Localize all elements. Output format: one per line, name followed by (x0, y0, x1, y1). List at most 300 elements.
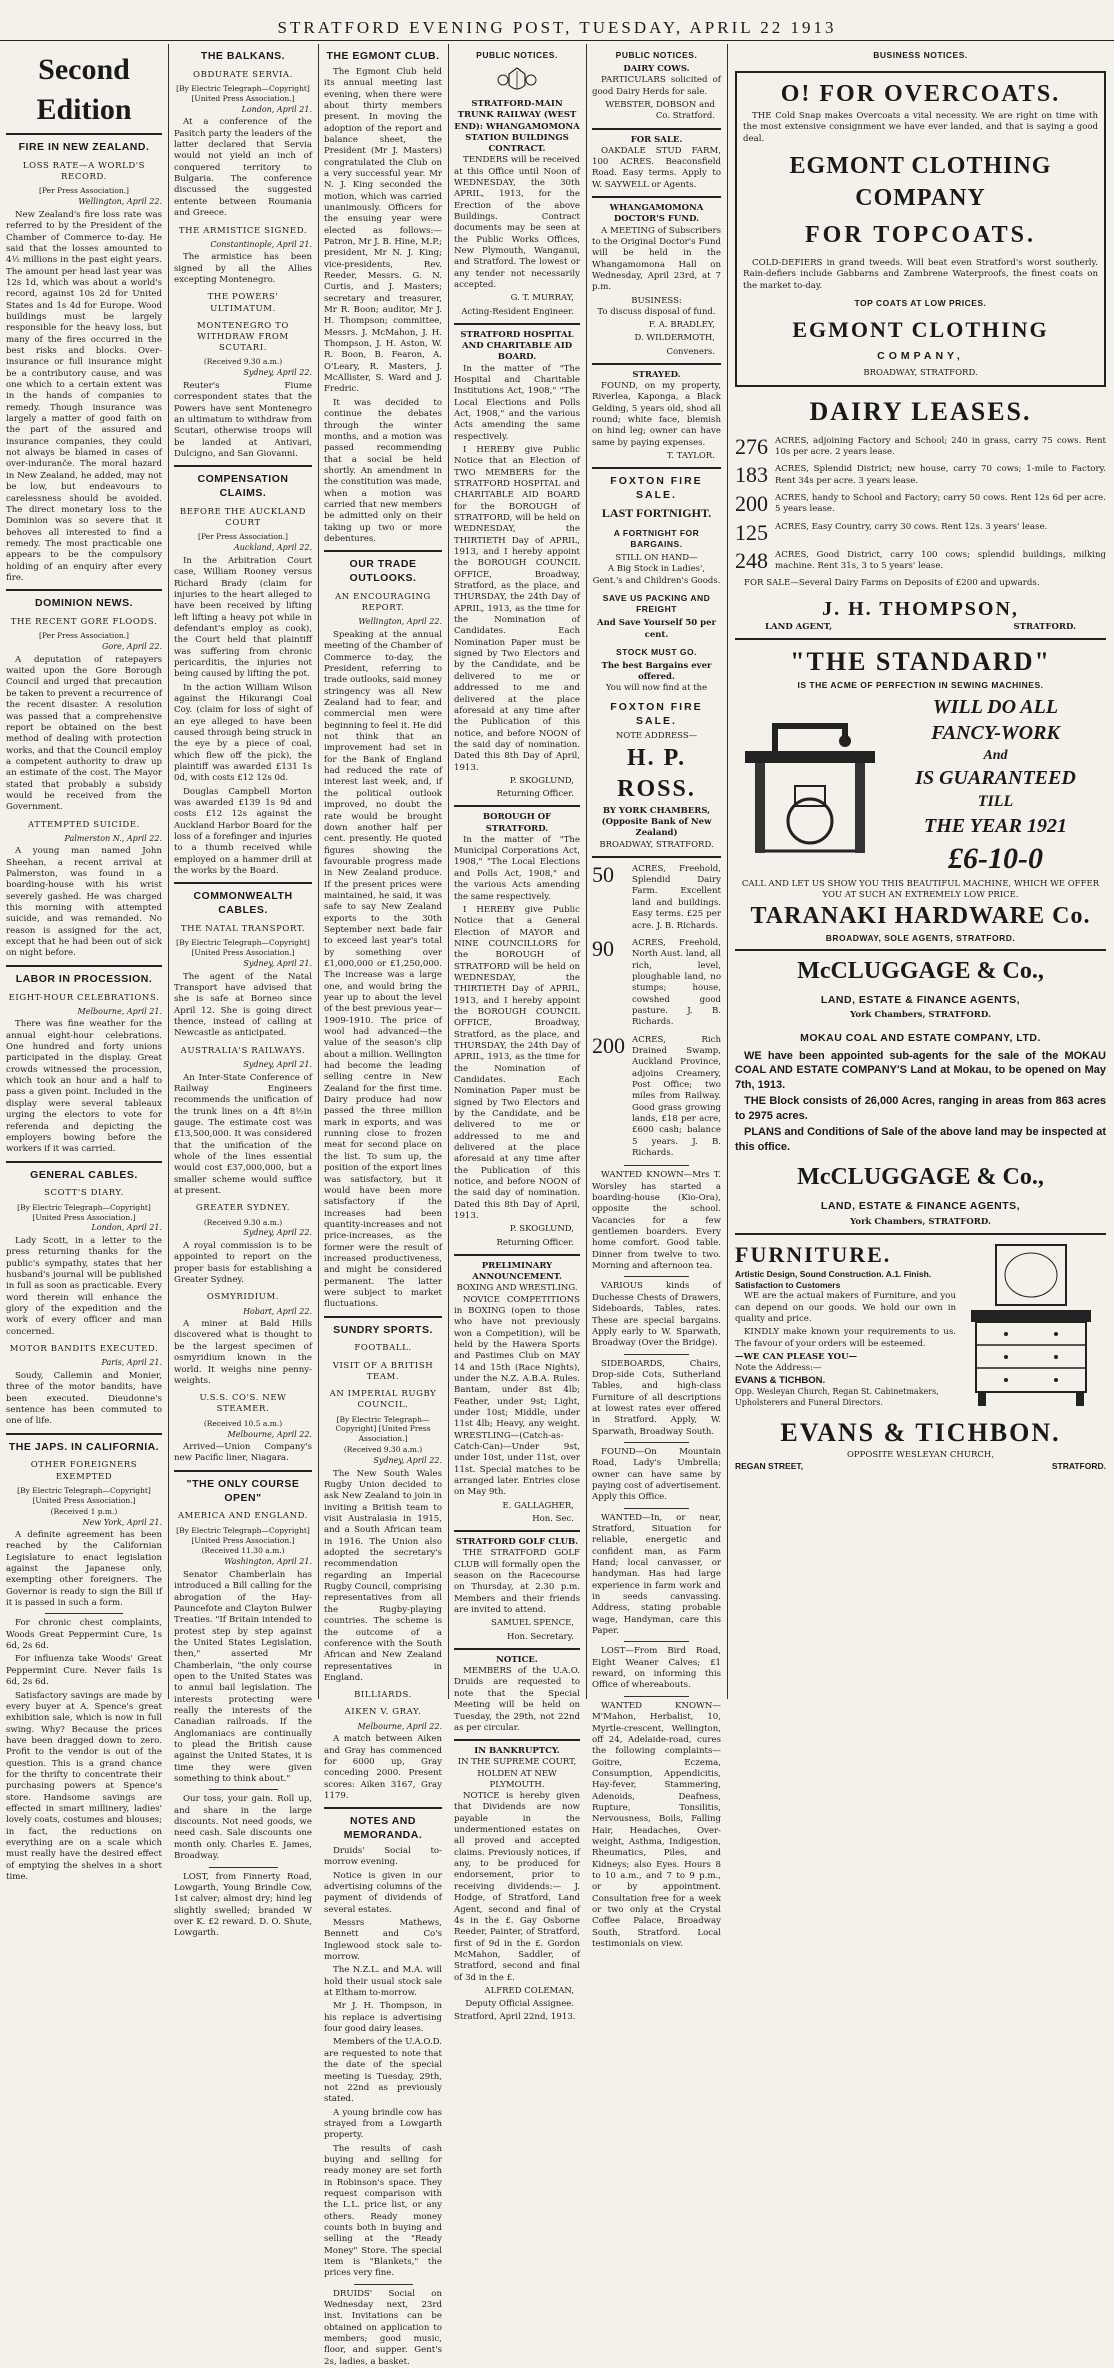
subheading: FOOTBALL. (354, 1343, 412, 1354)
ad-line: Opp. Wesleyan Church, Regan St. Cabinetmakers, Upholsterers and Funeral Directors. (735, 1387, 939, 1407)
subheading: THE POWERS' ULTIMATUM. (207, 292, 279, 314)
headline: FIRE IN NEW ZEALAND. (18, 141, 150, 154)
paragraph: DRUIDS' Social on Wednesday next, 23rd inst. Invitations can be obtained on application to members; good music, floor, and supper. Gent's 2s, ladies, a basket. (324, 2288, 442, 2367)
notice-title: DAIRY COWS. (623, 64, 690, 75)
ad-line: LAND AGENT, (765, 622, 833, 633)
dateline: Paris, April 21. (101, 1358, 162, 1368)
divider (454, 1530, 580, 1532)
sewing-machine-ad (735, 694, 1106, 879)
source-line: [By Electric Telegraph—Copyright] [United Press Association.] (17, 1202, 151, 1222)
ad-line: A Big Stock in Ladies', Gent.'s and Children's Goods. (592, 564, 721, 586)
divider (324, 1316, 442, 1318)
subheading: MONTENEGRO TO WITHDRAW FROM SCUTARI. (197, 320, 289, 354)
subheading: EIGHT-HOUR CELEBRATIONS. (8, 992, 160, 1003)
acre-number: 50 (592, 861, 614, 887)
paragraph: THE Block consists of 26,000 Acres, ranging in areas from 863 acres to 2975 acres. (735, 1095, 1106, 1122)
received-line: (Received 1 p.m.) (50, 1506, 118, 1516)
lease-listing (735, 433, 1106, 459)
ad-line: REGAN STREET, (735, 1461, 804, 1472)
edition-banner: Second Edition (6, 50, 162, 135)
coat-of-arms-icon (495, 65, 539, 95)
paragraph: FOR SALE—Several Dairy Farms on Deposits of £200 and upwards. (744, 578, 1040, 589)
acre-number: 276 (735, 433, 768, 459)
paragraph: Mr J. H. Thompson, in his replace is advertising four good dairy leases. (324, 2001, 442, 2035)
ad-line: The best Bargains ever offered. (601, 660, 712, 683)
notice-subtitle: BOXING AND WRESTLING. (456, 1283, 578, 1294)
section-header: BUSINESS NOTICES. (873, 50, 968, 60)
paragraph: FOUND, on my property, Riverlea, Kaponga, a Black Gelding, 5 years old, shod all round; white face, blemish on hind leg; owner can have same by paying expenses. (592, 380, 721, 448)
ad-line: WILL DO ALL (932, 695, 1059, 718)
signature: P. SKOGLUND, (509, 775, 574, 786)
received-line: (Received 11.30 a.m.) (201, 1546, 285, 1556)
listing-text: ACRES, Easy Country, carry 30 cows. Rent 12s. 3 years' lease. (775, 521, 1048, 532)
lease-list (735, 433, 1106, 573)
subheading: AN ENCOURAGING REPORT. (335, 592, 431, 614)
paragraph: WANTED—In, or near, Stratford, Situation for reliable, energetic and confident man, as Farm Hand; local canvasser, or handyman. Has had large experience in farm work and in seeds canvassing. Address, stating probable wage, Handyman, care this Paper. (592, 1512, 721, 1637)
subheading: AN IMPERIAL RUGBY COUNCIL. (329, 1389, 437, 1411)
paragraph: A definite agreement has been reached by the Californian Legislature to enact legislation against the Japanese only, exempting other foreigners. The Governor is ready to sign the Bill if it is passed in such a form. (6, 1530, 162, 1609)
paragraph: VARIOUS kinds of Duchesse Chests of Drawers, Sideboards, Tables, rates. These are special bargains. Apply early to W. Sparwath, Broadway (Over the Bridge). (592, 1281, 721, 1349)
paragraph: PLANS and Conditions of Sale of the above land may be inspected at this office. (735, 1126, 1106, 1153)
paragraph: PARTICULARS solicited of good Dairy Herds for sale. (592, 75, 721, 97)
paragraph: MEMBERS of the U.A.O. Druids are requested to note that the Special Meeting will be held on Tuesday, the 29th, not 22nd as per circular. (454, 1666, 580, 1733)
dateline: Washington, April 21. (224, 1557, 312, 1567)
signature: Acting-Resident Engineer. (461, 306, 574, 317)
divider (624, 1641, 689, 1642)
source-line: [By Electric Telegraph—Copyright] [United Press Association.] (17, 1485, 151, 1505)
paragraph: Arrived—Union Company's new Pacific liner, Niagara. (174, 1442, 312, 1464)
dateline: London, April 21. (241, 104, 312, 114)
paragraph: LOST, from Finnerty Road, Lowgarth, Young Brindle Cow, 1st calver; almost dry; hind leg slightly swelled; branded W over K. £2 reward. D. O. Shute, Lowgarth. (174, 1871, 312, 1939)
divider (454, 323, 580, 325)
paragraph: The armistice has been signed by all the Allies excepting Montenegro. (174, 252, 312, 285)
ad-line: STOCK MUST GO. (616, 646, 697, 657)
paragraph: THE Cold Snap makes Overcoats a vital necessity. We are right on time with the most extensive consignment we have ever landed, and that is saying a good deal. (743, 110, 1098, 144)
divider (624, 1276, 689, 1277)
lease-listing (735, 464, 1106, 487)
divider (174, 1470, 312, 1472)
acre-number: 200 (592, 1032, 625, 1058)
dateline: Constantinople, April 21. (210, 239, 312, 249)
paragraph: TENDERS will be received at this Office until Noon of WEDNESDAY, the 30th APRIL, 1913, for the Erection of the above Buildings. Contract documents may be seen at the Public Works Offices, New Plymouth, Wanganui, and Stratford. The lowest or any tender not necessarily accepted. (454, 155, 580, 291)
divider (624, 1508, 689, 1509)
lease-listing (735, 519, 1106, 545)
notice-subtitle: BUSINESS: (631, 295, 682, 306)
acre-number: 248 (735, 547, 768, 573)
signature: SAMUEL SPENCE, (491, 1618, 574, 1629)
paragraph: WANTED KNOWN—M'Mahon, Herbalist, 10, Myrtle-crescent, Wellington, off 24, Adelaide-road, cures the following complaints—Goitre, Eczema, Consumption, Appendicitis, Hay-fever, Stammering, Adenoids, Deafness, Rupture, Tonsilitis, Nervousness, Boils, Falling Hair, Headaches, Over-weight, Asthma, Indigestion, Rheumatics, Piles, and Kidneys; also Eyes. Hours 8 to 10 a.m., and 7 to 9 p.m., or by appointment. Consultation free for a week or two only at the Crystal Coffee Palace, Broadway South, Stratford. Local testimonials on view. (592, 1700, 721, 1950)
paragraph: Douglas Campbell Morton was awarded £139 1s 9d and costs £12 12s against the Auckland Harbor Board for the loss of a forefinger and injuries to a thumb received while employed on a hammer drill at the works by the Board. (174, 786, 312, 877)
divider (735, 1233, 1106, 1235)
ad-line: And Save Yourself 50 per cent. (597, 618, 716, 640)
ad-line: A FORTNIGHT FOR BARGAINS. (613, 527, 700, 550)
divider (624, 1165, 689, 1166)
ad-line: SAVE US PACKING AND FREIGHT (602, 592, 711, 615)
paragraph: KINDLY make known your requirements to us. The favour of your orders will be esteemed. (735, 1327, 956, 1349)
section-header: PUBLIC NOTICES. (615, 50, 698, 60)
paragraph: A match between Aiken and Gray has commenced for 6000 up, Gray conceding 2000. Present scores: Aiken 3167, Gray 1179. (324, 1734, 442, 1801)
paragraph: A young brindle cow has strayed from a Lowgarth property. (324, 2107, 442, 2141)
notice-title: PRELIMINARY ANNOUNCEMENT. (472, 1260, 562, 1283)
signature: Returning Officer. (496, 1237, 574, 1248)
paragraph: The results of cash buying and selling for ready money are set forth in Robinson's space. They request comparison with the L.L. price list, or any others. Ready money counts both in buying and selling at the "Ready Money" Store. The special item is "Blankets," the prices very fine. (324, 2143, 442, 2279)
headline: COMPENSATION CLAIMS. (197, 473, 289, 500)
divider (624, 1354, 689, 1355)
ad-headline: FOR TOPCOATS. (804, 222, 1037, 249)
headline: GENERAL CABLES. (30, 1168, 138, 1181)
subheading: VISIT OF A BRITISH TEAM. (332, 1360, 434, 1382)
received-line: (Received 9.30 a.m.) (203, 357, 283, 367)
paragraph: The N.Z.L. and M.A. will hold their usual stock sale at Eltham to-morrow. (324, 1965, 442, 1999)
subheading: THE RECENT GORE FLOODS. (10, 617, 158, 628)
ad-line: NOTE ADDRESS— (615, 731, 698, 742)
subheading: THE ARMISTICE SIGNED. (178, 225, 308, 236)
acre-number: 183 (735, 462, 768, 488)
notice-title: STRATFORD HOSPITAL AND CHARITABLE AID BOARD. (460, 329, 574, 363)
subheading: OTHER FOREIGNERS EXEMPTED (30, 1460, 138, 1482)
listing-text: ACRES, handy to School and Factory; carry 50 cows. Rent 12s 6d per acre. 5 years lease. (775, 492, 1106, 515)
divider (454, 805, 580, 807)
ad-address: BROADWAY, STRATFORD. (863, 368, 978, 379)
ad-address (735, 1461, 1106, 1472)
received-line: (Received 9.30 a.m.) (343, 1445, 423, 1455)
ad-line: You will now find at the (605, 683, 708, 694)
dateline: Sydney, April 22. (373, 1456, 442, 1466)
notice-title: BOROUGH OF STRATFORD. (482, 812, 552, 834)
divider (735, 949, 1106, 951)
dateline: Melbourne, April 21. (77, 1006, 162, 1016)
paragraph: Speaking at the annual meeting of the Chamber of Commerce to-day, the President, referring to trade outlooks, said money stringency was all New Zealand had to fear, and commercial men were beginning to feel it. He did not think that an improvement had set in for the Bank of England had reduced the rate of interest last week, and, if the political outlook improved, no doubt the rate would be brought down another half per cent. presently. He quoted figures showing the favourable progress made in New Zealand produce. If the present prices were maintained, he said, it was safe to say New Zealand exports to the 30th September next bade fair to exceed last year's total by something over £1,000,000 or £1,250,000. The increase was a large one, and would bring the year up to about the level of the best previous year—1909-1910. The price of wool had advanced—the value of the season's clip about a million. Wellington had become the leading selling centre in New Zealand for the first time. Dairy produce had now passed the three million mark in exports, and was running close to frozen meat for second place on the list. To sum up, the position of the export lines was satisfactory, but it would have been more satisfactory if the increases had been quantity-increases and not price-increases, as the former were the result of increased productiveness, and might be considered permanent. The latter were subject to market fluctuations. (324, 630, 442, 1310)
divider (624, 1442, 689, 1443)
paragraph: It was decided to continue the debates through the winter months, and a motion was passed recommending that a social be held shortly. An amendment in the constitution was made, when a motion was carried that new members be admitted only on their taking up two or more debentures. (324, 397, 442, 544)
listing-text: ACRES, Freehold, North Aust. land, all rich, level, ploughable land, no stumps; house, cowshed good pasture. J. B. Richards. (632, 937, 721, 1028)
listing-text: ACRES, Freehold, Splendid Dairy Farm. Excellent land and buildings. Easy terms. £25 per acre. J. B. Richards. (632, 863, 721, 931)
ad-company: EVANS & TICHBON. (780, 1417, 1061, 1447)
paragraph: In the matter of "The Hospital and Charitable Institutions Act, 1908," "The Local Elections and Polls Act, 1908," and the various Acts amending the same respectively. (454, 363, 580, 442)
ad-line: THE YEAR 1921 (924, 814, 1067, 837)
column-3 (318, 44, 448, 2367)
ad-line: Note the Address:— (735, 1363, 822, 1374)
paragraph: Senator Chamberlain has introduced a Bill calling for the abrogation of the Hay-Pauncefote and Clayton Bulwer Treaties. "If Britain intended to protest step by step against the United States Legislation, then," asserted Mr Chamberlain, "the only course open to the United States was to annul bail legislation. The interests protecting were really the interests of the Canadian railroads. If the Anglomaniacs are continually to plead the British cause against the United States, it is time they were given something to think about." (174, 1569, 312, 1785)
divider (592, 467, 721, 469)
dateline: Gore, April 22. (102, 642, 162, 652)
acre-number: 125 (735, 519, 768, 545)
acre-number: 90 (592, 935, 614, 961)
signature: F. A. BRADLEY, (648, 320, 715, 331)
section-header: PUBLIC NOTICES. (476, 50, 558, 60)
headline: DOMINION NEWS. (35, 597, 133, 610)
furniture-ad (735, 1240, 1106, 1410)
paragraph: There was fine weather for the annual eight-hour celebrations. One hundred and forty unions participated in the display. Great crowds witnessed the procession, which took an hour and a half to pass a given point. Included in the display were several tableaux urging the electors to vote for referenda and depicting the employers bowing before the workers if it was carried. (6, 1019, 162, 1155)
ad-headline: DAIRY LEASES. (809, 397, 1032, 427)
ad-line: TILL (977, 793, 1014, 811)
paragraph: A royal commission is to be appointed to report on the proper basis for establishing a Greater Sydney. (174, 1240, 312, 1286)
ad-name: H. P. ROSS. (617, 744, 696, 803)
ad-company: McCLUGGAGE & Co., (797, 957, 1044, 984)
ad-line: CALL AND LET US SHOW YOU THIS BEAUTIFUL MACHINE, WHICH WE OFFER YOU AT SUCH AN EXTREMELY LOW PRICE. (741, 878, 1100, 900)
subheading: THE NATAL TRANSPORT. (180, 924, 306, 935)
dateline: Sydney, April 21. (243, 1060, 312, 1069)
subheading: SCOTT'S DIARY. (44, 1188, 124, 1199)
headline: THE EGMONT CLUB. (326, 50, 440, 62)
subheading: BEFORE THE AUCKLAND COURT (179, 506, 307, 529)
divider (324, 1807, 442, 1809)
paragraph: Messrs Mathews, Bennett and Co's Inglewood stock sale to-morrow. (324, 1918, 442, 1963)
signature: Hon. Secretary. (506, 1631, 574, 1642)
ad-title: FOXTON FIRE SALE. (610, 700, 703, 727)
headline: SUNDRY SPORTS. (333, 1323, 433, 1336)
masthead-rule (0, 40, 1114, 41)
divider (454, 1648, 580, 1650)
ad-line: STRATFORD. (1013, 622, 1076, 633)
source-line: [By Electric Telegraph—Copyright] [United Press Association.] (176, 938, 310, 958)
paragraph: THE STRATFORD GOLF CLUB will formally open the season on the Racecourse on Thursday, at 2.30 p.m. Members and their friends are invited to attend. (454, 1548, 580, 1616)
divider (454, 1254, 580, 1256)
divider (624, 1696, 689, 1697)
lease-listing (735, 547, 1106, 573)
signature: P. SKOGLUND, (509, 1224, 574, 1235)
paragraph: WE are the actual makers of Furniture, and you can depend on our goods. We hold our own in quality and price. (735, 1291, 956, 1325)
paragraph: In the matter of "The Municipal Corporations Act, 1908," "The Local Elections and Polls Act, 1908," and the various Acts amending the same respectively. (454, 834, 580, 902)
column-4 (448, 44, 586, 2023)
divider (6, 1433, 162, 1435)
paragraph: A MEETING of Subscribers to the Original Doctor's Fund will be held in the Whangamomona Hall on Wednesday, April 23rd, at 7 p.m. (592, 225, 721, 293)
ad-line: IS THE ACME OF PERFECTION IN SEWING MACHINES. (797, 679, 1044, 690)
dateline: London, April 21. (91, 1223, 162, 1233)
headline: NOTES AND MEMORANDA. (343, 1815, 423, 1842)
source-line: [By Electric Telegraph—Copyright] [United Press Association.] (335, 1414, 431, 1444)
dateline: Melbourne, April 22. (357, 1721, 442, 1731)
notice-title: NOTICE. (496, 1654, 538, 1665)
ad-line: LAND, ESTATE & FINANCE AGENTS, (820, 993, 1021, 1006)
subheading: AMERICA AND ENGLAND. (177, 1511, 309, 1522)
paragraph: Members of the U.A.O.D. are requested to note that the date of the special meeting is Tuesday, 29th, not 22nd as previously stated. (324, 2037, 442, 2105)
signature: Deputy Official Assignee. (465, 1999, 574, 2010)
dateline: New York, April 21. (82, 1517, 162, 1527)
source-line: [Per Press Association.] (39, 631, 129, 641)
dresser-icon (956, 1240, 1106, 1410)
paragraph: For influenza take Woods' Great Peppermint Cure. Never fails 1s 6d, 2s 6d. (6, 1654, 162, 1688)
notice-title: FOR SALE. (630, 134, 683, 145)
headline: COMMONWEALTH CABLES. (193, 890, 293, 917)
dateline: Melbourne, April 22. (227, 1429, 312, 1439)
ad-headline: O! FOR OVERCOATS. (780, 81, 1061, 108)
paragraph: SIDEBOARDS, Chairs, Drop-side Cots, Sutherland Tables, and high-class Furniture of all descriptions at lowest rates ever offered in Stratford. Apply, W. Sparwath, Broadway South. (592, 1358, 721, 1437)
paragraph: FOUND—On Mountain Road, Lady's Umbrella; owner can have same by paying cost of advertisement. Apply this Office. (592, 1446, 721, 1503)
received-line: (Received 9.30 a.m.) (203, 1217, 283, 1227)
signature: Hon. Sec. (532, 1513, 574, 1524)
paragraph: An Inter-State Conference of Railway Engineers recommends the unification of the trunk lines on a 4ft 8½in gauge. The estimate cost was £13,500,000. It was considered that the unification of the whole of the lines essential would cost £37,000,000, but a smaller scheme would suffice at present. (174, 1072, 312, 1196)
received-line: (Received 10.5 a.m.) (203, 1418, 283, 1428)
ad-name: J. H. THOMPSON, (822, 597, 1019, 620)
ad-title: FOXTON FIRE SALE. (610, 475, 703, 502)
ad-address: York Chambers, STRATFORD. (850, 1216, 991, 1227)
column-5 (586, 44, 727, 1950)
column-2 (168, 44, 318, 1939)
masthead: STRATFORD EVENING POST, TUESDAY, APRIL 22 1913 (277, 18, 837, 37)
divider (592, 128, 721, 130)
divider (174, 882, 312, 884)
paragraph: In the Arbitration Court case, William Rooney versus Richard Brady (claim for injuries to the heart alleged to have been received by lifting left lifting a heavy pot while in defendant's employ as cook), the Court held that plaintiff was suffering from chronic pericarditis, the injuries not being caused by lifting the pot. (174, 555, 312, 680)
notice-title: WHANGAMOMONA DOCTOR'S FUND. (609, 203, 704, 225)
column-1 (0, 44, 168, 1883)
paragraph: For chronic chest complaints, Woods Great Peppermint Cure, 1s 6d, 2s 6d. (6, 1618, 162, 1652)
subheading: AUSTRALIA'S RAILWAYS. (180, 1045, 306, 1056)
paragraph: OAKDALE STUD FARM, 100 ACRES. Beaconsfield Road. Easy terms. Apply to W. SAYWELL or Agents. (592, 145, 721, 190)
ad-company: TARANAKI HARDWARE Co. (750, 903, 1091, 930)
dateline: Auckland, April 22. (233, 543, 312, 553)
signature: T. TAYLOR. (666, 451, 715, 462)
listing-text: ACRES, Rich Drained Swamp, Auckland Province, adjoins Creamery, Post Office; two miles from Railway. Good grass growing lands, £18 per acre, £600 cash; balance 5 years. J. B. Richards. (632, 1034, 721, 1159)
paragraph: NOVICE COMPETITIONS in BOXING (open to those who have not previously won a Competition), will be held by the Hawera Sports and Pastimes Club on MAY 14 and 15th (Race Nights), under the N.Z. A.B.A. Rules. Bantam, under 8st 4lb; Feather, under 9st; Light, under 10st; Middle, under 11st 4lb; Heavy, any weight. WRESTLING—(Catch-as-Catch-Can)—Under 9st, under 10st, under 11st, over 11st. Special matches to be arranged later. Entries close on May 9th. (454, 1294, 580, 1498)
paragraph: COLD-DEFIERS in grand tweeds. Will beat even Stratford's worst southerly. Rain-defiers include Gabbarns and Zambrene Waterproofs, the finest coats on the market to-day. (743, 257, 1098, 291)
paragraph: In the action William Wilson against the Hikurangi Coal Coy. (claim for loss of sight of an eye alleged to have been caused through being struck in the eye by a piece of coal, which flew off the pick), the plaintiff was awarded £131 1s 0d, with costs £12 12s 0d. (174, 682, 312, 784)
ad-line: LAST FORTNIGHT. (601, 505, 712, 520)
ad-address (735, 622, 1106, 633)
subheading: MOTOR BANDITS EXECUTED. (9, 1344, 159, 1355)
divider (735, 638, 1106, 640)
paragraph: Notice is given in our advertising columns of the payment of dividends of several estates. (324, 1870, 442, 1915)
ad-line: FANCY-WORK (931, 722, 1060, 745)
column-6 (727, 44, 1114, 1699)
subheading: GREATER SYDNEY. (195, 1203, 291, 1214)
signature: G. T. MURRAY, (510, 293, 574, 304)
land-listing (592, 1032, 721, 1160)
land-listing (592, 935, 721, 1029)
headline: THE BALKANS. (200, 50, 286, 62)
notice-title: IN BANKRUPTCY. (474, 1746, 560, 1757)
ad-address: BROADWAY, SOLE AGENTS, STRATFORD. (825, 932, 1016, 943)
ad-line: STILL ON HAND— (615, 553, 698, 564)
signature: WEBSTER, DOBSON and Co. Stratford. (605, 100, 715, 122)
paragraph: WANTED KNOWN—Mrs T. Worsley has started a boarding-house (Kio-Ora), opposite the school. Vacancies for a few gentlemen boarders. Every home comfort. Good table. Dinner from twelve to two. Morning and afternoon tea. (592, 1170, 721, 1272)
divider (324, 550, 442, 552)
ad-line: BY YORK CHAMBERS, (602, 805, 711, 816)
source-line: [Per Press Association.] (198, 532, 288, 542)
divider (592, 856, 721, 858)
divider (6, 965, 162, 967)
divider (174, 465, 312, 467)
paragraph: Druids' Social to-morrow evening. (324, 1845, 442, 1868)
subheading: AIKEN V. GRAY. (344, 1707, 422, 1718)
dateline: Sydney, April 21. (243, 959, 312, 969)
divider (354, 2284, 413, 2285)
ad-line: LAND, ESTATE & FINANCE AGENTS, (820, 1199, 1021, 1212)
ad-line: And (983, 747, 1008, 763)
subheading: OBDURATE SERVIA. (193, 69, 293, 80)
ad-company: EVANS & TICHBON. (735, 1374, 826, 1386)
ad-price: £6-10-0 (948, 841, 1043, 875)
paragraph: I HEREBY give Public Notice that an Election of TWO MEMBERS for the STRATFORD HOSPITAL and CHARITABLE AID BOARD for the BOROUGH of STRATFORD, will be held on WEDNESDAY, the THIRTIETH Day of APRIL, 1913, and I hereby appoint the BOROUGH COUNCIL OFFICE, Broadway, Stratford, as the place, and THURSDAY, the 24th Day of APRIL, 1913, as the time for the Nomination of Candidates. Each Nomination Paper must be signed by Two Electors and by the Candidate, and be delivered to me or addressed to me and delivered at the place aforesaid at any time after the Publication of this notice, and before NOON of the said day of nomination. Dated this 8th Day of April, 1913. (454, 444, 580, 773)
listing-text: ACRES, Splendid District; new house, carry 70 cows; 1-mile to Factory. Rent 34s per acre. 3 years lease. (775, 464, 1106, 486)
headline: LABOR IN PROCESSION. (15, 972, 153, 985)
furniture-ad-text (735, 1240, 956, 1410)
signature: E. GALLAGHER, (502, 1500, 574, 1511)
divider (592, 196, 721, 198)
ad-headline: FURNITURE. (735, 1241, 892, 1267)
paragraph: WE have been appointed sub-agents for the sale of the MOKAU COAL AND ESTATE COMPANY'S Land at Mokau, to be opened on May 7th, 1913. (735, 1049, 1106, 1091)
notice-subtitle: IN THE SUPREME COURT, HOLDEN AT NEW PLYMOUTH. (457, 1757, 577, 1790)
paragraph: LOST—From Bird Road, Eight Weaner Calves; £1 reward, on informing this Office of whereabouts. (592, 1646, 721, 1691)
ad-line: BROADWAY, STRATFORD. (599, 839, 714, 850)
signature: ALFRED COLEMAN, (484, 1985, 574, 1996)
paragraph: Reuter's Fiume correspondent states that the Powers have sent Montenegro an ultimatum to withdraw from Scutari, otherwise troops will be landed at Antivari, Dulcigno, and San Giovanni. (174, 380, 312, 459)
source-line: [By Electric Telegraph—Copyright] [United Press Association.] (176, 1525, 310, 1545)
egmont-clothing-ad (735, 71, 1106, 387)
paragraph: The Egmont Club held its annual meeting last evening, when there were about thirty members present. In moving the adoption of the report and balance sheet, the President (Mr J. Masters) congratulated the Club on a very successful year. Mr N. J. King seconded the motion, which was carried unanimously. Officers for the ensuing year were elected as follows:—Patron, Mr J. B. Hine, M.P.; president, Mr N. J. King; vice-presidents, Rev. Reeder, Messrs. G. N. Curtis, and J. Masters; secretary and treasurer, Mr R. Boon; auditor, Mr J. H. Thompson; committee, Messrs. J. McMahon, J. H. Thompson, J. H. Aston, W. R. Boon, B. Fearon, A. O'Leary, R. Masters, J. McAllister, S. Ward and J. Fredric. (324, 66, 442, 395)
ad-address: OPPOSITE WESLEYAN CHURCH, (846, 1450, 995, 1461)
divider (209, 1789, 278, 1790)
sewing-machine-claims (885, 694, 1106, 879)
ad-company: EGMONT CLOTHING (792, 317, 1049, 343)
paragraph: A young man named John Sheehan, a recent arrival at Palmerston, was found in a boarding-house with his wrist severely gashed. He was charged this morning with attempted suicide, and was remanded. No reason is assigned for the act, except that he had been out of sick on night before. (6, 846, 162, 959)
headline: "THE ONLY COURSE OPEN" (186, 1477, 300, 1504)
paragraph: Lady Scott, in a letter to the press returning thanks for the public's sympathy, states that her husband's journal will be published in full as soon as practicable. Every word therein will enhance the glory of the expedition and the work of every officer and man concerned. (6, 1235, 162, 1337)
ad-line: TOP COATS AT LOW PRICES. (854, 297, 987, 308)
divider (6, 1161, 162, 1163)
paragraph: Soudy, Callemin and Monier, three of the motor bandits, have been executed. Dieudonne's sentence has been commuted to one of life. (6, 1370, 162, 1427)
dateline: Sydney, April 22. (243, 368, 312, 378)
source-line: [Per Press Association.] (39, 186, 129, 196)
notice-subtitle: To discuss disposal of fund. (597, 306, 716, 317)
paragraph: A miner at Bald Hills discovered what is thought to be the largest specimen of osmyridium known in the world. It weighs nine penny-weights. (174, 1319, 312, 1386)
paragraph: At a conference of the Pasitch party the leaders of the latter declared that Servia would not yield an inch of conquered territory to Bulgaria. The conference discussed the suggested entente between Roumania and Greece. (174, 117, 312, 219)
notice-title: STRAYED. (632, 369, 681, 380)
signature: Conveners. (666, 346, 715, 357)
ad-company: EGMONT CLOTHING COMPANY (789, 152, 1052, 211)
ad-company: McCLUGGAGE & Co., (797, 1164, 1044, 1191)
listing-text: ACRES, Good District, carry 100 cows; splendid buildings, milking machine. Rent 31s, 3 to 5 years' lease. (775, 549, 1106, 572)
subheading: U.S.S. CO'S. NEW STEAMER. (199, 1393, 287, 1415)
paragraph: A deputation of ratepayers waited upon the Gore Borough Council and urged that precaution be taken to prevent a recurrence of the recent disaster. A resolution was passed that a comprehensive report be obtained on the best method of dealing with protection works, and that the Council employ a competent authority to draw up an estimate of the cost. The Mayor stated that probably a subsidy would be received from the Government. (6, 654, 162, 813)
ad-line: (Opposite Bank of New Zealand) (601, 817, 712, 839)
divider (454, 1739, 580, 1741)
ad-line: IS GUARANTEED (915, 767, 1076, 790)
ad-line: STRATFORD. (1051, 1461, 1106, 1472)
dateline: Wellington, April 22. (78, 197, 162, 207)
lease-listing (735, 490, 1106, 516)
headline: OUR TRADE OUTLOOKS. (349, 558, 417, 585)
acre-number: 200 (735, 490, 768, 516)
paragraph: The New South Wales Rugby Union decided to ask New Zealand to join in inviting a British team to visit Australasia in 1915, and a South African team in 1916. The Union also adopted the secretary's recommendation regarding an Imperial Rugby Council, comprising representatives from all the Rugby-playing countries. The scheme is the outcome of a conference with the South African and New Zealand representatives in England. (324, 1468, 442, 1683)
paragraph: Satisfactory savings are made by every buyer at A. Spence's great exhibition sale, which is now in full swing. Why? Because the prices have been dragged down to zero. Profit to the vendor is out of the question. This is a grand chance for the thrifty to concentrate their purchasing powers at Spence's store. Handsome savings are effected in smart millinery, ladies' lovely coats, costumes and blouses; in fact, the reductions on everything are on a scale which must really have the desired effect of emptying the shelves in a short time. (6, 1690, 162, 1883)
ad-line: Artistic Design, Sound Construction. A.1. Finish. Satisfaction to Customers (735, 1268, 932, 1291)
signature: D. WILDERMOTH, (634, 333, 715, 344)
paragraph: New Zealand's fire loss rate was referred to by the President of the Chamber of Commerce to-day. He said that the losses amounted to 4½ millions in the past eight years. The amount per head last year was 12s 1d, which was about a world's record, against 10s 2d for United States and 1s 4d for Europe. Wood buildings must be largely responsible for the heavy loss, but many of the fires occurred in the best risks and blocks. Over-insurance or full insurance might be a contributory cause, and was one which to a certain extent was in the hands of companies to remedy. Though insurance was largely a matter of good faith on the part of the assured and insurance companies, they could not always be blamed in cases of over-induranče. The moral hazard in New Zealand, he added, may not be low, but endeavours to carelessness should be avoided. The direct monetary loss to the Dominion was so severe that it behoves all interested to find a remedy. The most practicable one appears to be the compulsory holding of an enquiry after every fire. (6, 209, 162, 583)
divider (6, 589, 162, 591)
subheading: ATTEMPTED SUICIDE. (28, 819, 140, 830)
signature: Returning Officer. (496, 789, 574, 800)
ad-headline: MOKAU COAL AND ESTATE COMPANY, LTD. (800, 1031, 1041, 1044)
ad-headline: "THE STANDARD" (790, 647, 1051, 677)
ad-line: COMPANY, (877, 350, 964, 363)
subheading: OSMYRIDIUM. (206, 1292, 280, 1303)
listing-text: ACRES, adjoining Factory and School; 240 in grass, carry 75 cows. Rent 10s per acre. 2 years lease. (775, 435, 1106, 457)
land-listing (592, 861, 721, 932)
dateline: Sydney, April 22. (243, 1228, 312, 1238)
subheading: LOSS RATE—A WORLD'S RECORD. (22, 161, 146, 183)
divider (592, 363, 721, 365)
ad-line: —WE CAN PLEASE YOU— (735, 1352, 857, 1363)
source-line: [By Electric Telegraph—Copyright] [United Press Association.] (176, 84, 310, 103)
subheading: BILLIARDS. (354, 1690, 412, 1701)
paragraph: NOTICE is hereby given that Dividends are now payable in the undermentioned estates on all proved and accepted claims. Previously notices, if any, to be produced for endorsement, prior to receiving dividends:— J. Hodge, of Stratford, Land Agent, second and final of 4s in the £. Gay Osborne Reeder, Painter, of Stratford, first of 9d in the £. Gordon McMahon, Saddler, of Stratford, second and final of 3d in the £. (454, 1791, 580, 1983)
divider (45, 1613, 123, 1614)
paragraph: I HEREBY give Public Notice that a General Election of MAYOR and NINE COUNCILLORS for the BOROUGH of STRATFORD will be held on WEDNESDAY, the THIRTIETH Day of APRIL, 1913, and I hereby appoint the BOROUGH COUNCIL OFFICE, Broadway, Stratford, as the place, and THURSDAY, the 24th Day of APRIL, 1913, as the time for the Nomination of Candidates. Each Nomination Paper must be signed by Two Electors and by the Candidate, and be delivered to me or addressed to me and delivered at the place aforesaid at any time after the Publication of this notice, and before NOON of the said day of nomination. Dated this 8th Day of April, 1913. (454, 904, 580, 1222)
divider (209, 1867, 278, 1868)
paragraph: The agent of the Natal Transport have advised that she is safe at Borneo since April 12. She is going direct thence, instead of calling at Newcastle as anticipated. (174, 971, 312, 1039)
sewing-machine-icon (735, 711, 885, 861)
